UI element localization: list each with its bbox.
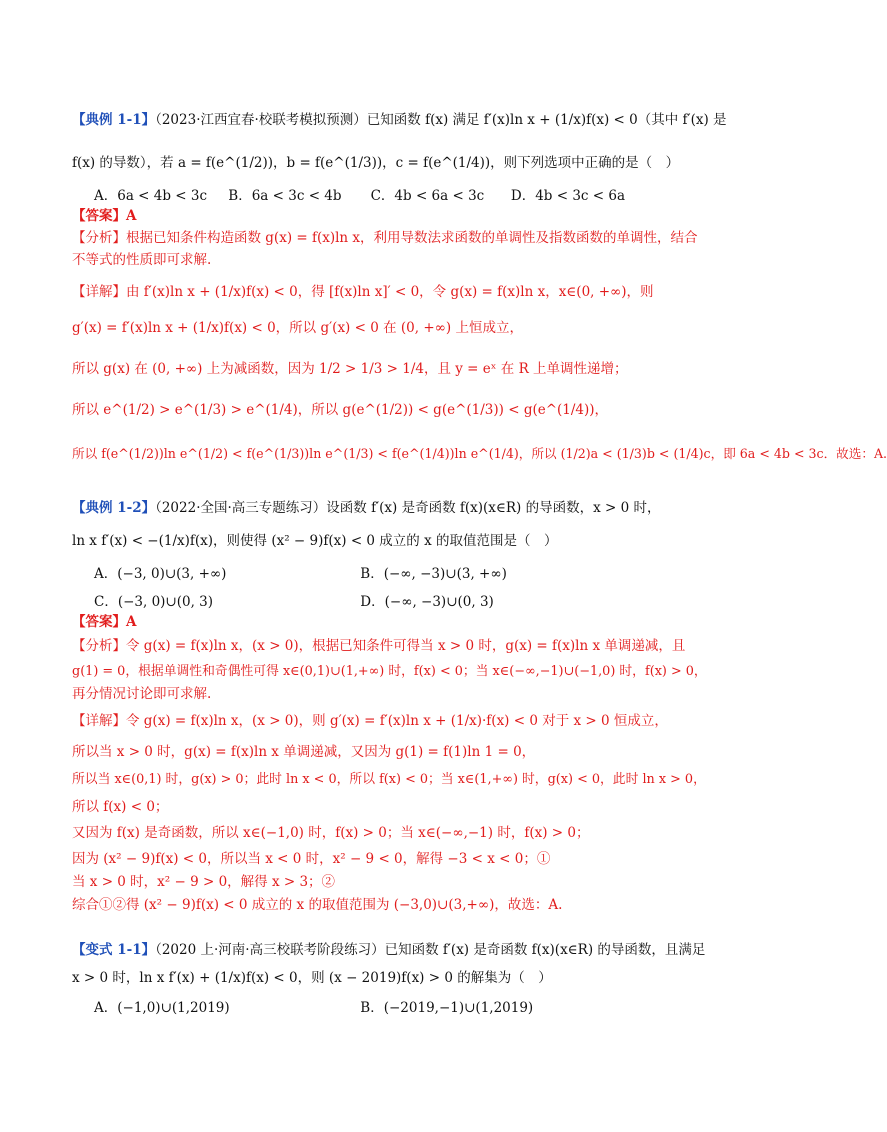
ex12-detail2: 所以当 x > 0 时，g(x) = f(x)ln x 单调递减，又因为 g(1) = f(1)ln 1 = 0， (72, 744, 536, 760)
ex11-answer: 【答案】A (72, 208, 137, 224)
var11-stem1: （2020 上·河南·高三校联考阶段练习）已知函数 f′(x) 是奇函数 f(x)(x∈R) 的导函数，且满足 (155, 942, 706, 958)
ex12-analysis2: g(1) = 0，根据单调性和奇偶性可得 x∈(0,1)∪(1,+∞) 时，f(x) < 0；当 x∈(−∞,−1)∪(−1,0) 时，f(x) > 0， (72, 664, 707, 679)
ex11-options (94, 186, 754, 206)
ex12-detail1: 【详解】令 g(x) = f(x)ln x，(x > 0)，则 g′(x) = f′(x)ln x + (1/x)·f(x) < 0 对于 x > 0 恒成立， (72, 713, 668, 729)
ex11-option-d: D．4b < 3c < 6a (510, 188, 626, 204)
var11-option-b: B．(−2019,−1)∪(1,2019) (360, 1000, 534, 1016)
ex11-detail4: 所以 e^(1/2) > e^(1/3) > e^(1/4)，所以 g(e^(1/2)) < g(e^(1/3)) < g(e^(1/4))， (72, 402, 609, 418)
ex12-detail3: 所以当 x∈(0,1) 时，g(x) > 0；此时 ln x < 0，所以 f(x) < 0；当 x∈(1,+∞) 时，g(x) < 0，此时 ln x > 0， (72, 772, 706, 787)
ex12-detail5: 又因为 f(x) 是奇函数，所以 x∈(−1,0) 时，f(x) > 0；当 x∈(−∞,−1) 时，f(x) > 0； (72, 825, 590, 841)
ex11-line2 (72, 153, 732, 173)
ex11-line1 (72, 110, 732, 130)
var11-line1 (72, 940, 732, 960)
ex12-option-b: B．(−∞, −3)∪(3, +∞) (360, 566, 507, 582)
ex11-label: 【典例 1-1】 (72, 112, 156, 128)
var11-options (94, 998, 754, 1018)
ex11-stem1: （2023·江西宜春·校联考模拟预测）已知函数 f(x) 满足 f′(x)ln x + (1/x)f(x) < 0（其中 f′(x) 是 (155, 112, 727, 128)
ex12-line1 (72, 498, 732, 518)
ex11-analysis2: 不等式的性质即可求解. (72, 252, 212, 268)
ex12-detail6: 因为 (x² − 9)f(x) < 0，所以当 x < 0 时，x² − 9 < 0，解得 −3 < x < 0；① (72, 851, 551, 867)
ex11-detail1: 【详解】由 f′(x)ln x + (1/x)f(x) < 0，得 [f(x)ln x]′ < 0，令 g(x) = f(x)ln x，x∈(0, +∞)，则 (72, 284, 654, 300)
var11-line2: x > 0 时，ln x f′(x) + (1/x)f(x) < 0，则 (x − 2019)f(x) > 0 的解集为（ ） (72, 970, 552, 986)
ex11-option-b: B．6a < 3c < 4b (228, 188, 342, 204)
ex11-option-c: C．4b < 6a < 3c (370, 188, 485, 204)
ex11-stem2: f(x) 的导数），若 a = f(e^(1/2))，b = f(e^(1/3))，c = f(e^(1/4))，则下列选项中正确的是（ ） (72, 155, 680, 171)
ex12-detail4: 所以 f(x) < 0； (72, 799, 169, 815)
ex12-options-row1 (94, 564, 754, 584)
ex12-option-a: A．(−3, 0)∪(3, +∞) (94, 566, 227, 582)
ex12-detail7: 当 x > 0 时，x² − 9 > 0，解得 x > 3；② (72, 874, 336, 890)
var11-option-a: A．(−1,0)∪(1,2019) (94, 1000, 230, 1016)
var11-label: 【变式 1-1】 (72, 942, 156, 958)
ex12-answer: 【答案】A (72, 614, 137, 630)
ex12-detail8: 综合①②得 (x² − 9)f(x) < 0 成立的 x 的取值范围为 (−3,0)∪(3,+∞)，故选：A. (72, 897, 563, 913)
ex12-option-c: C．(−3, 0)∪(0, 3) (94, 594, 214, 610)
ex12-stem1: （2022·全国·高三专题练习）设函数 f′(x) 是奇函数 f(x)(x∈R) 的导函数，x > 0 时， (155, 500, 661, 516)
ex12-label: 【典例 1-2】 (72, 500, 156, 516)
ex12-options-row2 (94, 592, 754, 612)
ex12-option-d: D．(−∞, −3)∪(0, 3) (360, 594, 494, 610)
ex11-detail5: 所以 f(e^(1/2))ln e^(1/2) < f(e^(1/3))ln e^(1/3) < f(e^(1/4))ln e^(1/4)，所以 (1/2)a < (1/3)b < (1/4)c，即 6a < 4b < 3c．故选：A. (72, 446, 887, 461)
ex11-analysis1: 【分析】根据已知条件构造函数 g(x) = f(x)ln x，利用导数法求函数的单调性及指数函数的单调性，结合 (72, 230, 698, 246)
ex12-analysis1: 【分析】令 g(x) = f(x)ln x，(x > 0)，根据已知条件可得当 x > 0 时，g(x) = f(x)ln x 单调递减，且 (72, 638, 686, 654)
ex11-detail2: g′(x) = f′(x)ln x + (1/x)f(x) < 0，所以 g′(x) < 0 在 (0, +∞) 上恒成立， (72, 320, 523, 336)
ex11-option-a: A．6a < 4b < 3c (94, 188, 208, 204)
ex12-line2: ln x f′(x) < −(1/x)f(x)，则使得 (x² − 9)f(x) < 0 成立的 x 的取值范围是（ ） (72, 533, 558, 549)
ex11-detail3: 所以 g(x) 在 (0, +∞) 上为减函数，因为 1/2 > 1/3 > 1/4，且 y = eˣ 在 R 上单调性递增； (72, 361, 628, 377)
ex12-analysis3: 再分情况讨论即可求解. (72, 686, 212, 702)
